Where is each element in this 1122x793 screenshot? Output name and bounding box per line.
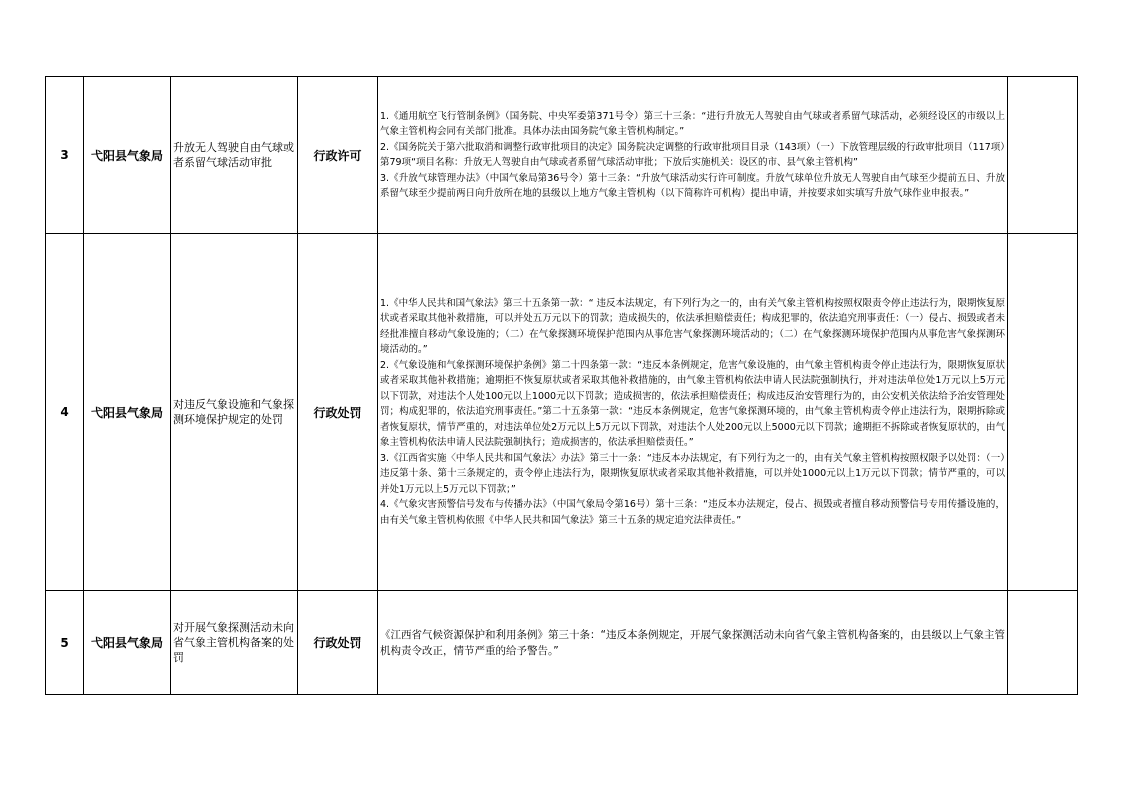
item-name-cell: 对违反气象设施和气象探测环境保护规定的处罚	[171, 234, 298, 591]
empty-cell	[1008, 234, 1078, 591]
department-cell: 弋阳县气象局	[84, 591, 171, 695]
legal-basis-cell	[378, 77, 1008, 234]
legal-basis-cell	[378, 591, 1008, 695]
department-cell: 弋阳县气象局	[84, 234, 171, 591]
basis-paragraph: 4.《气象灾害预警信号发布与传播办法》（中国气象局令第16号）第十三条：“违反本办法规定，侵占、损毁或者擅自移动预警信号专用传播设施的，由有关气象主管机构依照《中华人民共和国气象法》第三十五条的规定追究法律责任。”	[380, 499, 1005, 526]
table-row	[46, 591, 1078, 695]
row-number: 3	[46, 77, 84, 234]
empty-cell	[1008, 591, 1078, 695]
basis-paragraph: 3.《升放气球管理办法》（中国气象局第36号令）第十三条：“升放气球活动实行许可制度。升放气球单位升放无人驾驶自由气球至少提前五日、升放系留气球至少提前两日向升放所在地的县级以上地方气象主管机构（以下简称许可机构）提出申请，并按要求如实填写升放气球作业申报表。”	[380, 172, 1005, 199]
power-type-cell: 行政许可	[298, 77, 378, 234]
department-cell: 弋阳县气象局	[84, 77, 171, 234]
empty-cell	[1008, 77, 1078, 234]
legal-basis-cell	[378, 234, 1008, 591]
row-number: 4	[46, 234, 84, 591]
basis-paragraph: 1.《通用航空飞行管制条例》（国务院、中央军委第371号令）第三十三条：“进行升放无人驾驶自由气球或者系留气球活动，必须经设区的市级以上气象主管机构会同有关部门批准。具体办法由国务院气象主管机构制定。”	[380, 110, 1005, 137]
item-name-cell: 对开展气象探测活动未向省气象主管机构备案的处罚	[171, 591, 298, 695]
table-row	[46, 234, 1078, 591]
basis-paragraph: 2.《气象设施和气象探测环境保护条例》第二十四条第一款：“违反本条例规定，危害气象设施的，由气象主管机构责令停止违法行为，限期恢复原状或者采取其他补救措施；逾期拒不恢复原状或者采取其他补救措施的，由气象主管机构依法申请人民法院强制执行，并对违法单位处1万元以上5万元以下罚款，对违法个人处100元以上1000元以下罚款；造成损害的，依法承担赔偿责任；构成违反治安管理行为的，由公安机关依法给予治安管理处罚；构成犯罪的，依法追究刑事责任。”第二十五条第一款：“违反本条例规定，危害气象探测环境的，由气象主管机构责令停止违法行为，限期拆除或者恢复原状，情节严重的，对违法单位处2万元以上5万元以下罚款，对违法个人处200元以上5000元以下罚款；逾期拒不拆除或者恢复原状的，由气象主管机构依法申请人民法院强制执行；造成损害的，依法承担赔偿责任。”	[380, 359, 1005, 449]
table-row	[46, 77, 1078, 234]
basis-paragraph: 1.《中华人民共和国气象法》第三十五条第一款：“ 违反本法规定，有下列行为之一的，由有关气象主管机构按照权限责令停止违法行为，限期恢复原状或者采取其他补救措施，可以并处五万元以下的罚款；造成损失的，依法承担赔偿责任；构成犯罪的，依法追究刑事责任：（一）侵占、损毁或者未经批准擅自移动气象设施的；（二）在气象探测环境保护范围内从事危害气象探测环境活动的；（二）在气象探测环境保护范围内从事危害气象探测环境活动的。”	[380, 297, 1006, 356]
row-number: 5	[46, 591, 84, 695]
power-type-cell: 行政处罚	[298, 234, 378, 591]
item-name-cell: 升放无人驾驶自由气球或者系留气球活动审批	[171, 77, 298, 234]
basis-paragraph: 《江西省气候资源保护和利用条例》第三十条：“违反本条例规定，开展气象探测活动未向省气象主管机构备案的，由县级以上气象主管机构责令改正，情节严重的给予警告。”	[380, 628, 1005, 657]
power-type-cell: 行政处罚	[298, 591, 378, 695]
regulation-table	[45, 76, 1078, 695]
basis-paragraph: 2.《国务院关于第六批取消和调整行政审批项目的决定》国务院决定调整的行政审批项目目录（143项）（一）下放管理层级的行政审批项目（117项）第79项“项目名称：升放无人驾驶自由气球或者系留气球活动审批；下放后实施机关：设区的市、县气象主管机构”	[380, 141, 1005, 168]
basis-paragraph: 3.《江西省实施〈中华人民共和国气象法〉办法》第三十一条：“违反本办法规定，有下列行为之一的，由有关气象主管机构按照权限予以处罚：（一）违反第十条、第十三条规定的，责令停止违法行为，限期恢复原状或者采取其他补救措施，可以并处1000元以上1万元以下罚款；情节严重的，可以并处1万元以上5万元以下罚款；”	[380, 452, 1005, 495]
